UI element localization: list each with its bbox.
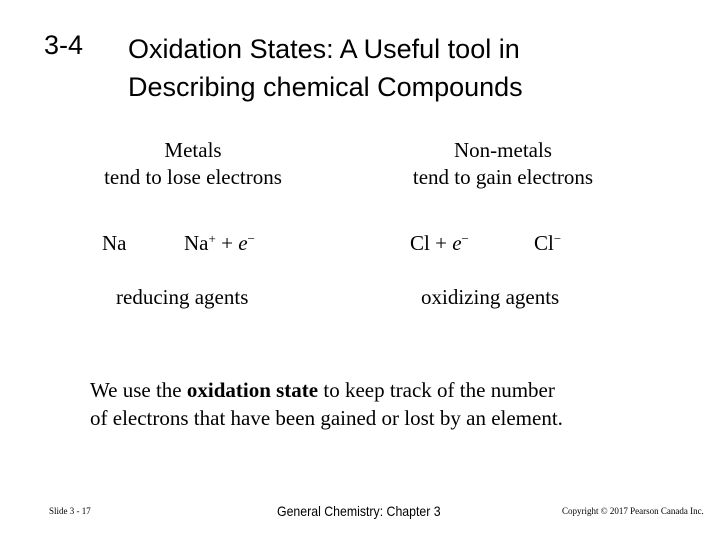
description-line-2: of electrons that have been gained or lost by an element. bbox=[90, 406, 563, 430]
metals-heading-block bbox=[74, 137, 312, 191]
metals-reactant: Na bbox=[102, 231, 127, 255]
description-keyword: oxidation state bbox=[186, 378, 319, 402]
nonmetals-electron-charge: − bbox=[461, 231, 469, 246]
nonmetals-product-symbol: Cl bbox=[534, 231, 554, 255]
footer-slide-number: Slide 3 - 17 bbox=[49, 506, 91, 516]
nonmetals-role: oxidizing agents bbox=[421, 285, 560, 309]
nonmetals-product bbox=[534, 231, 561, 256]
metals-electron-charge: − bbox=[247, 231, 255, 246]
description-line-1-post: to keep track of the number bbox=[318, 378, 555, 402]
slide-title bbox=[128, 30, 523, 106]
metals-product-symbol: Na bbox=[184, 231, 209, 255]
slide-title-line-1: Oxidation States: A Useful tool in bbox=[128, 34, 520, 64]
nonmetals-heading: Non-metals bbox=[454, 138, 552, 162]
metals-plus-sign: + bbox=[215, 231, 239, 255]
metals-subheading: tend to lose electrons bbox=[104, 165, 282, 189]
description-line-1 bbox=[90, 376, 563, 404]
metals-product-equation bbox=[184, 231, 255, 256]
nonmetals-reactant-equation bbox=[410, 231, 469, 256]
nonmetals-reactant: Cl + bbox=[410, 231, 453, 255]
description-line-1-pre: We use the bbox=[90, 378, 187, 402]
footer-copyright: Copyright © 2017 Pearson Canada Inc. bbox=[562, 506, 704, 516]
metals-product-charge: + bbox=[208, 231, 216, 246]
footer-course: General Chemistry: Chapter 3 bbox=[277, 503, 441, 519]
slide-section-number: 3-4 bbox=[44, 30, 84, 60]
nonmetals-heading-block bbox=[384, 137, 622, 191]
metals-heading: Metals bbox=[164, 138, 222, 162]
nonmetals-subheading: tend to gain electrons bbox=[412, 165, 594, 189]
nonmetals-product-charge: − bbox=[553, 231, 562, 246]
metals-role: reducing agents bbox=[116, 285, 249, 309]
slide-title-line-2: Describing chemical Compounds bbox=[128, 72, 523, 102]
nonmetals-electron-symbol: e bbox=[452, 231, 462, 255]
description-paragraph bbox=[90, 376, 563, 432]
metals-electron-symbol: e bbox=[238, 231, 248, 255]
